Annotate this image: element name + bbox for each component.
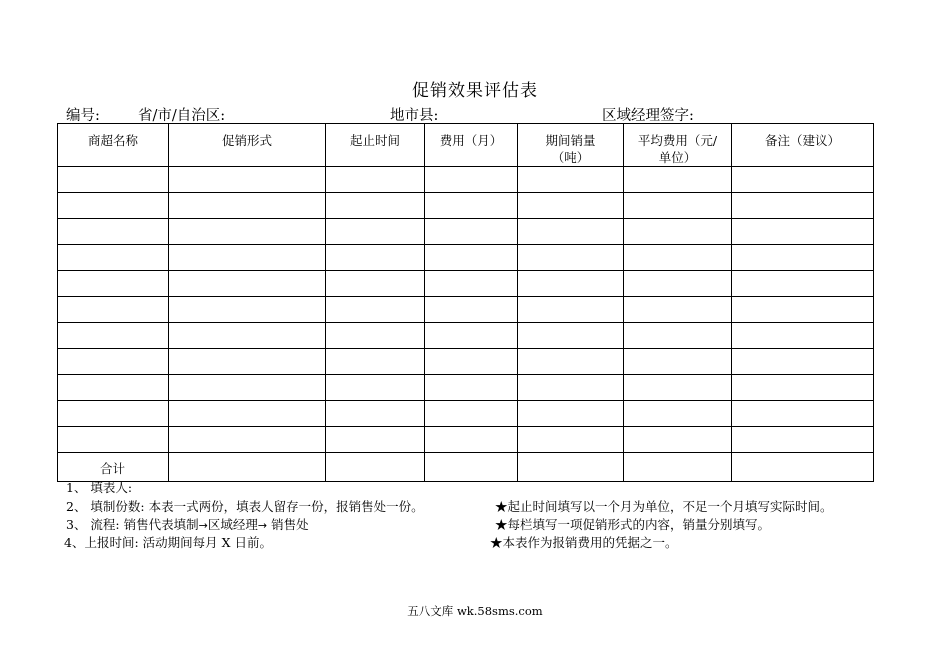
table-row — [58, 219, 874, 245]
col-average-cost: 平均费用（元/ 单位） — [624, 124, 732, 167]
evaluation-table — [57, 123, 874, 482]
note-star-voucher: ★本表作为报销费用的凭据之一。 — [490, 535, 678, 550]
arrow-icon: → — [198, 519, 208, 532]
table-row — [58, 323, 874, 349]
col-promo-type: 促销形式 — [169, 124, 326, 167]
table-row — [58, 297, 874, 323]
form-header — [66, 104, 872, 124]
table-row — [58, 375, 874, 401]
table-row — [58, 401, 874, 427]
note-star-period: ★起止时间填写以一个月为单位，不足一个月填写实际时间。 — [495, 499, 833, 514]
footer-watermark: 五八文库 wk.58sms.com — [407, 604, 543, 618]
table-row — [58, 271, 874, 297]
note-star-content: ★每栏填写一项促销形式的内容，销量分别填写。 — [495, 517, 771, 532]
table-row — [58, 167, 874, 193]
col-period: 起止时间 — [326, 124, 425, 167]
city-label: 地市县: — [390, 108, 439, 124]
table-row — [58, 245, 874, 271]
table-row — [58, 427, 874, 453]
table-row — [58, 193, 874, 219]
col-sales-volume: 期间销量 （吨） — [518, 124, 624, 167]
col-cost: 费用（月） — [425, 124, 518, 167]
table-row — [58, 349, 874, 375]
note-filler: 1、 填表人: — [66, 480, 133, 495]
code-label: 编号: — [66, 108, 100, 124]
note-copies: 2、 填制份数: 本表一式两份，填表人留存一份，报销售处一份。 — [66, 499, 424, 514]
total-label: 合计 — [100, 461, 126, 476]
col-store-name: 商超名称 — [58, 124, 169, 167]
note-process: 3、 流程: 销售代表填制→区域经理→ 销售处 — [66, 517, 309, 532]
arrow-icon: → — [257, 519, 268, 532]
col-remarks: 备注（建议） — [732, 124, 874, 167]
note-deadline: 4、上报时间: 活动期间每月 X 日前。 — [64, 535, 272, 550]
table-header-row — [58, 124, 874, 167]
table-total-row — [58, 453, 874, 482]
province-label: 省/市/自治区: — [138, 108, 226, 124]
form-title: 促销效果评估表 — [412, 81, 538, 101]
manager-signature-label: 区域经理签字: — [602, 108, 694, 124]
